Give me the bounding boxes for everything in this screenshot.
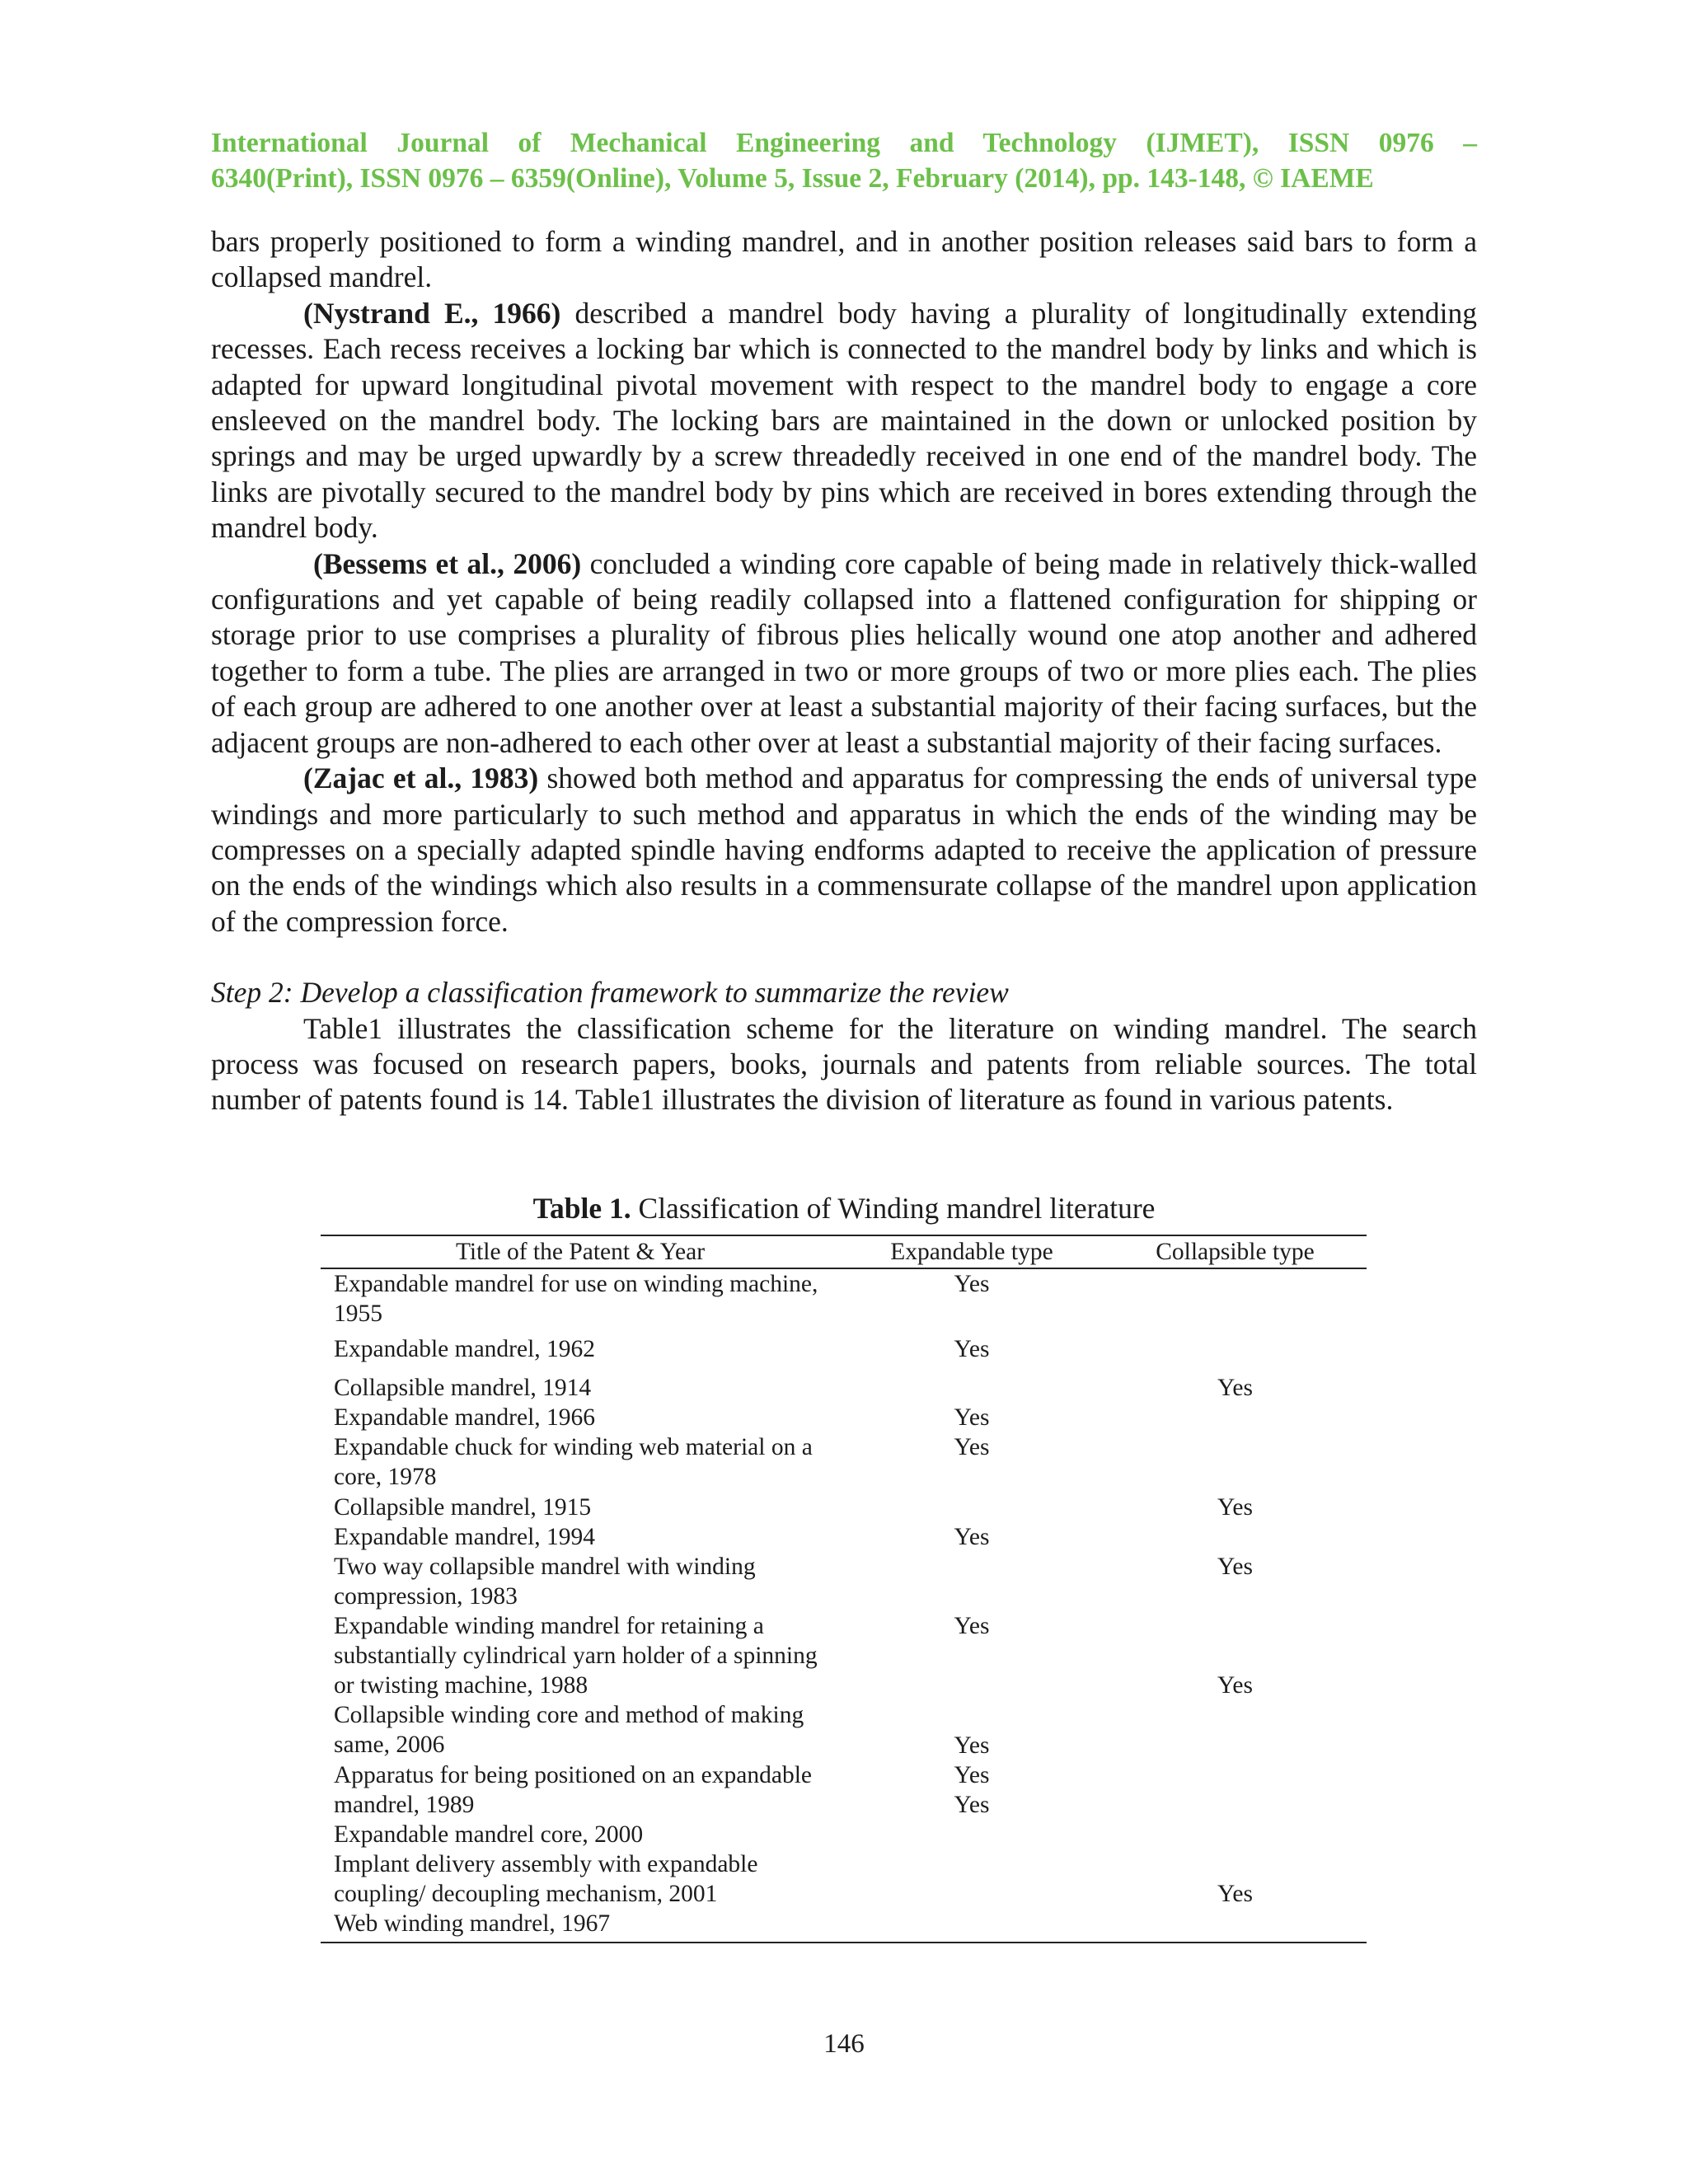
- citation-bessems: (Bessems et al., 2006): [313, 546, 582, 580]
- collapsible-yes-mark: Yes: [1217, 1554, 1253, 1580]
- paragraph-continuation: bars properly positioned to form a winding mandrel, and in another position releases said bars to form a collapsed mandrel.: [211, 225, 1477, 294]
- table-header-row: [321, 1236, 1367, 1269]
- paragraph-zajac: [211, 761, 1477, 940]
- expandable-yes-mark: Yes: [954, 1762, 990, 1788]
- patent-title-cell: Two way collapsible mandrel with winding compression, 1983: [334, 1554, 756, 1610]
- paragraph-bessems: [211, 546, 1477, 761]
- table-caption: [211, 1190, 1477, 1226]
- patent-title-cell: Collapsible winding core and method of making same, 2006: [334, 1702, 804, 1759]
- patent-title-cell: Expandable mandrel core, 2000: [334, 1821, 644, 1848]
- step-2-heading: Step 2: Develop a classification framework to summarize the review: [211, 976, 1009, 1010]
- citation-nystrand: (Nystrand E., 1966): [303, 296, 561, 330]
- paragraph-bessems-text: concluded a winding core capable of being made in relatively thick-walled configurations and yet capable of being readily collapsed into a flattened configuration for shipping or storage prior to use comprises a plurality of fibrous plies helically wound one atop another and adhered together to form a tube. The plies are arranged in two or more groups of two or more plies each. The plies of each group are adhered to one another over at least a substantial majority of their facing surfaces, but the adjacent groups are non-adhered to each other over at least a substantial majority of their facing surfaces.: [211, 546, 1477, 759]
- paragraph-zajac-text: showed both method and apparatus for compressing the ends of universal type windings and more particularly to such method and apparatus in which the ends of the winding may be compresses on a specially adapted spindle having endforms adapted to receive the application of pressure on the ends of the windings which also results in a commensurate collapse of the mandrel upon application of the compression force.: [211, 762, 1477, 938]
- patent-title-cell: Collapsible mandrel, 1915: [334, 1494, 592, 1521]
- journal-header-line-1: International Journal of Mechanical Engineering and Technology (IJMET), ISSN 0976 –: [211, 128, 1477, 158]
- patent-title-cell: Web winding mandrel, 1967: [334, 1910, 611, 1937]
- expandable-yes-mark: Yes: [954, 1404, 990, 1431]
- patent-title-cell: Implant delivery assembly with expandable coupling/ decoupling mechanism, 2001: [334, 1851, 758, 1908]
- table-body: [321, 1269, 1367, 1942]
- expandable-yes-mark: Yes: [954, 1792, 990, 1818]
- collapsible-yes-mark: Yes: [1217, 1881, 1253, 1907]
- table-caption-text: Classification of Winding mandrel literature: [631, 1192, 1156, 1225]
- classification-table: [321, 1235, 1367, 1943]
- expandable-yes-mark: Yes: [954, 1524, 990, 1550]
- patent-title-cell: Apparatus for being positioned on an expandable mandrel, 1989: [334, 1762, 813, 1819]
- column-header-expandable: Expandable type: [890, 1238, 1053, 1265]
- expandable-yes-mark: Yes: [954, 1613, 990, 1639]
- citation-zajac: (Zajac et al., 1983): [303, 762, 539, 795]
- collapsible-yes-mark: Yes: [1217, 1494, 1253, 1521]
- body-text: [211, 224, 1477, 1118]
- collapsible-yes-mark: Yes: [1217, 1672, 1253, 1699]
- journal-header: [211, 125, 1477, 196]
- column-header-title: Title of the Patent & Year: [455, 1238, 706, 1265]
- paragraph-nystrand-text: described a mandrel body having a plurality of longitudinally extending recesses. Each recess receives a locking bar which is connected to the mandrel body by links and which is adapted for upward longitudinal pivotal movement with respect to the mandrel body to engage a core ensleeved on the mandrel body. The locking bars are maintained in the down or unlocked position by springs and may be urged upwardly by a screw threadedly received in one end of the mandrel body. The links are pivotally secured to the mandrel body by pins which are received in bores extending through the mandrel body.: [211, 296, 1477, 545]
- paragraph-nystrand: [211, 296, 1477, 546]
- expandable-yes-mark: Yes: [954, 1271, 990, 1297]
- patent-title-cell: Collapsible mandrel, 1914: [334, 1375, 592, 1401]
- patent-title-cell: Expandable winding mandrel for retaining a substantially cylindrical yarn holder of a spinning or twisting machine, 1988: [334, 1613, 818, 1699]
- paragraph-table-intro: Table1 illustrates the classification scheme for the literature on winding mandrel. The search process was focused on research papers, books, journals and patents from reliable sources. The total number of patents found is 14. Table1 illustrates the division of literature as found in various patents.: [211, 1011, 1477, 1117]
- patent-title-cell: Expandable mandrel, 1962: [334, 1336, 596, 1362]
- patent-title-cell: Expandable mandrel, 1966: [334, 1404, 596, 1431]
- table-caption-label: Table 1.: [532, 1192, 631, 1225]
- patent-title-cell: Expandable mandrel for use on winding machine, 1955: [334, 1271, 818, 1328]
- expandable-yes-mark: Yes: [954, 1732, 990, 1759]
- collapsible-yes-mark: Yes: [1217, 1375, 1253, 1401]
- expandable-yes-mark: Yes: [954, 1336, 990, 1362]
- patent-title-cell: Expandable mandrel, 1994: [334, 1524, 596, 1550]
- journal-header-line-2: 6340(Print), ISSN 0976 – 6359(Online), Volume 5, Issue 2, February (2014), pp. 143-148, © IAEME: [211, 163, 1374, 194]
- expandable-yes-mark: Yes: [954, 1434, 990, 1460]
- patent-title-cell: Expandable chuck for winding web material on a core, 1978: [334, 1434, 813, 1491]
- page-number: 146: [823, 2029, 865, 2059]
- column-header-collapsible: Collapsible type: [1156, 1238, 1315, 1265]
